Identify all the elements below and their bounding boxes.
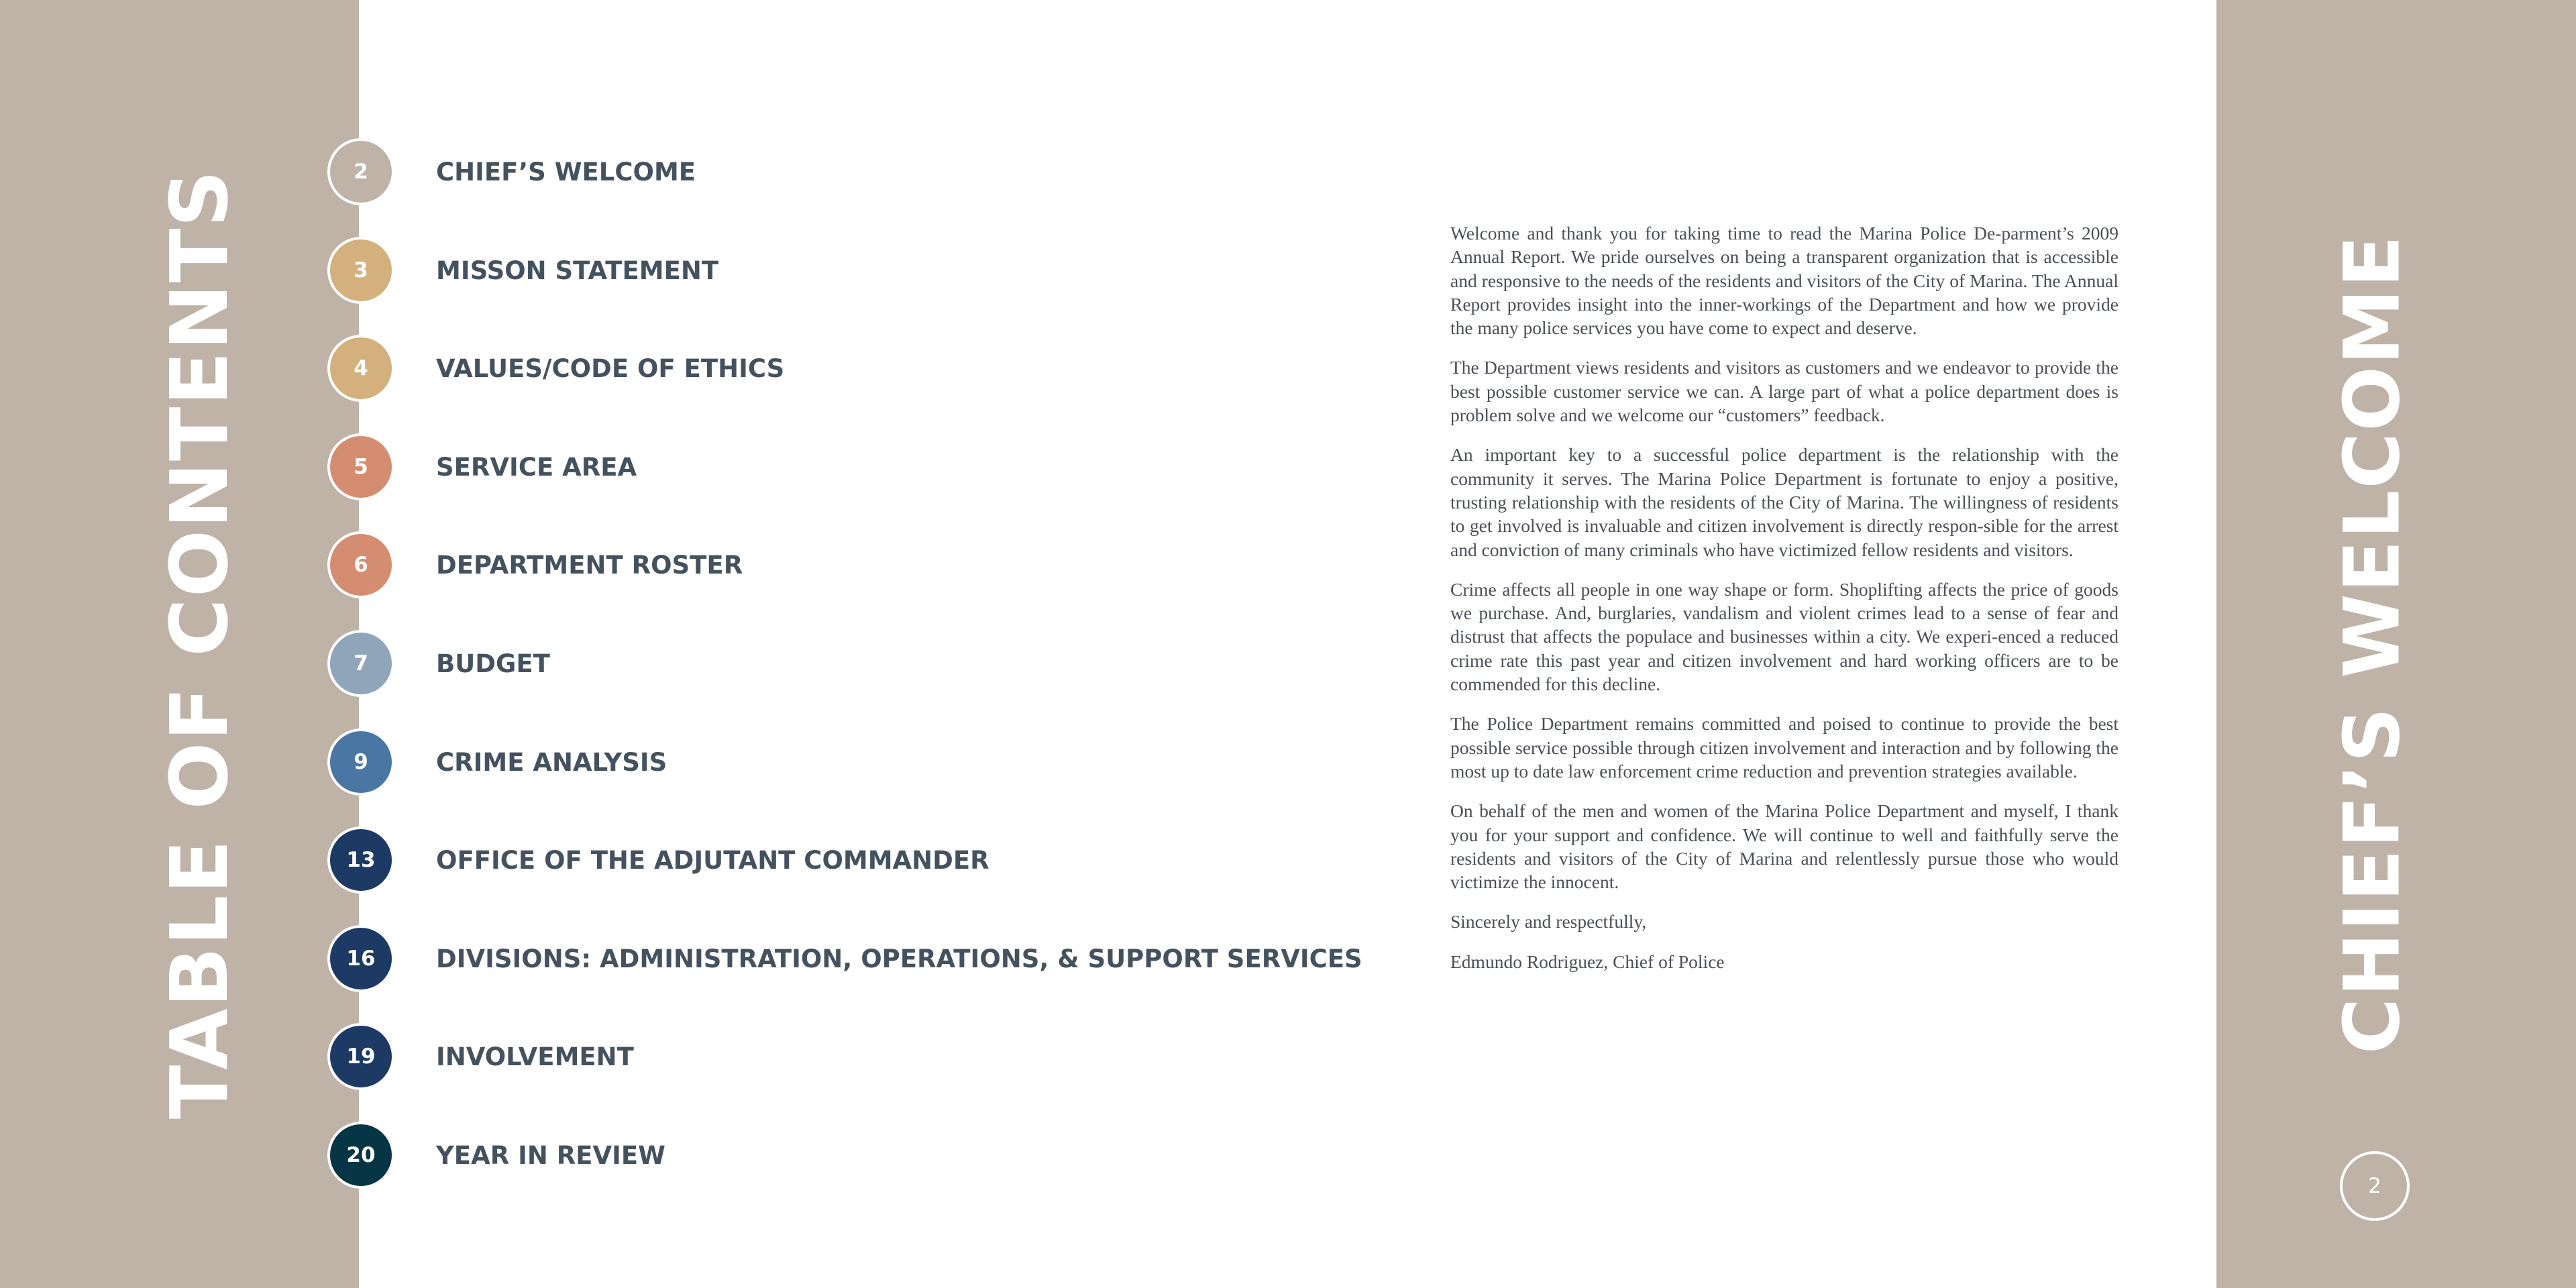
toc-label: DEPARTMENT ROSTER [436, 550, 743, 580]
letter-closing: Sincerely and respectfully, [1450, 911, 1647, 932]
page-number-badge: 2 [2340, 1151, 2410, 1221]
toc-page-circle: 19 [327, 1023, 394, 1090]
letter-paragraph: Crime affects all people in one way shape or form. Shoplifting affects the price of goods we purchase. And, burglaries, vandalism and violent crimes lead to a sense of fear and distrust that affects the populace and businesses within a city. We experi-enced a reduced crime rate this past year and citizen involvement and hard working officers are to be commended for this decline. [1450, 578, 2118, 695]
toc-label: DIVISIONS: ADMINISTRATION, OPERATIONS, & SUPPORT SERVICES [436, 944, 1362, 973]
toc-page-circle: 3 [327, 237, 394, 304]
toc-label: MISSON STATEMENT [436, 256, 719, 285]
toc-item[interactable] [327, 138, 1334, 209]
letter-signature: Edmundo Rodriguez, Chief of Police [1450, 951, 1725, 972]
toc-page-circle: 2 [327, 138, 394, 205]
toc-page-circle: 7 [327, 630, 394, 697]
left-sidebar [0, 0, 359, 1288]
toc-label: OFFICE OF THE ADJUTANT COMMANDER [436, 845, 989, 875]
toc-page-circle: 9 [327, 729, 394, 796]
toc-page-circle: 5 [327, 433, 394, 500]
toc-page-circle: 16 [327, 925, 394, 992]
toc-label: VALUES/CODE OF ETHICS [436, 354, 785, 383]
toc-item[interactable] [327, 729, 1334, 800]
toc-item[interactable] [327, 531, 1334, 602]
toc-page-circle: 4 [327, 335, 394, 402]
toc-title: TABLE OF CONTENTS [153, 168, 246, 1120]
toc-item[interactable] [327, 335, 1334, 406]
toc-page-circle: 13 [327, 826, 394, 894]
toc-label: INVOLVEMENT [436, 1042, 634, 1071]
chief-welcome-letter [1450, 221, 2118, 989]
toc-item[interactable] [327, 433, 1334, 504]
toc-page-circle: 20 [327, 1122, 394, 1189]
toc-item[interactable] [327, 237, 1334, 308]
letter-paragraph: The Department views residents and visitors as customers and we endeavor to provide the best possible customer service we can. A large part of what a police department does is problem solve and we welcome our “customers” feedback. [1450, 357, 2118, 426]
toc-page-circle: 6 [327, 531, 394, 598]
toc-item[interactable] [327, 1023, 1334, 1094]
toc-label: CRIME ANALYSIS [436, 747, 667, 777]
toc-label: YEAR IN REVIEW [436, 1140, 665, 1170]
letter-paragraph: Welcome and thank you for taking time to read the Marina Police De-parment’s 2009 Annual Report. We pride ourselves on being a transparent organization that is accessible and responsive to the needs of the residents and visitors of the City of Marina. The Annual Report provides insight into the inner-workings of the Department and how we provide the many police services you have come to expect and deserve. [1450, 223, 2118, 339]
toc-label: CHIEF’S WELCOME [436, 157, 696, 186]
toc-item[interactable] [327, 630, 1334, 701]
toc-label: SERVICE AREA [436, 452, 637, 482]
toc-item[interactable] [327, 826, 1334, 898]
letter-paragraph: The Police Department remains committed and poised to continue to provide the best possible service possible through citizen involvement and interaction and by following the most up to date law enforcement crime reduction and prevention strategies available. [1450, 713, 2118, 782]
toc-item[interactable] [327, 925, 1362, 996]
letter-paragraph: An important key to a successful police department is the relationship with the community it serves. The Marina Police Department is fortunate to enjoy a positive, trusting relationship with the residents of the City of Marina. The willingness of residents to get involved is invaluable and citizen involvement is directly respon-sible for the arrest and conviction of many criminals who have victimized fellow residents and visitors. [1450, 444, 2118, 560]
section-title: CHIEF’S WELCOME [2327, 233, 2417, 1055]
toc-item[interactable] [327, 1122, 1334, 1193]
toc-label: BUDGET [436, 649, 550, 678]
letter-paragraph: On behalf of the men and women of the Marina Police Department and myself, I thank you for your support and confidence. We will continue to well and faithfully serve the residents and visitors of the City of Marina and relentlessly pursue those who would victimize the innocent. [1450, 800, 2118, 893]
